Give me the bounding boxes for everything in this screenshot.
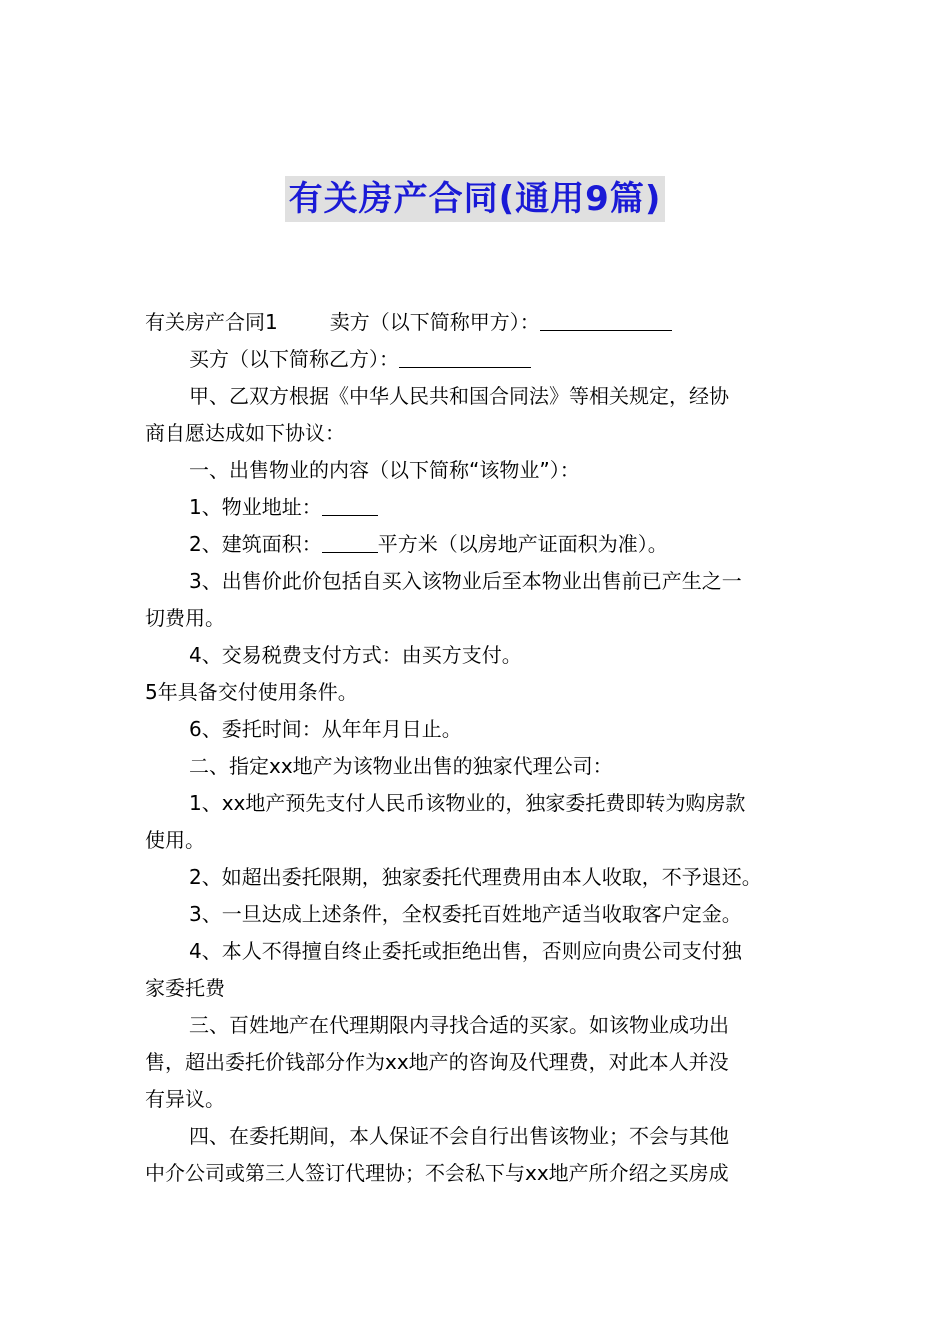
- paragraph-line: 使用。: [145, 828, 205, 852]
- paragraph-line: 中介公司或第三人签订代理协；不会私下与xx地产所介绍之买房成: [145, 1161, 729, 1185]
- area-label: 2、建筑面积：: [189, 532, 322, 556]
- paragraph-line: 4、交易税费支付方式：由买方支付。: [189, 643, 522, 667]
- address-label: 1、物业地址：: [189, 495, 322, 519]
- paragraph-line: 5年具备交付使用条件。: [145, 680, 358, 704]
- section-heading: 二、指定xx地产为该物业出售的独家代理公司：: [189, 754, 613, 778]
- paragraph-buyer: [145, 341, 813, 378]
- paragraph-address: [145, 489, 813, 526]
- document-body: [145, 304, 813, 1192]
- paragraph-line: 4、本人不得擅自终止委托或拒绝出售，否则应向贵公司支付独: [189, 939, 742, 963]
- document-title: 有关房产合同(通用9篇): [285, 176, 666, 222]
- title-container: [0, 176, 950, 222]
- section-heading: 四、在委托期间，本人保证不会自行出售该物业；不会与其他: [189, 1124, 729, 1148]
- section-heading: 一、出售物业的内容（以下简称“该物业”）：: [189, 458, 580, 482]
- paragraph-line: 3、一旦达成上述条件，全权委托百姓地产适当收取客户定金。: [189, 902, 742, 926]
- paragraph-line: 切费用。: [145, 606, 225, 630]
- area-unit-text: 平方米（以房地产证面积为准）。: [377, 532, 668, 556]
- contract-label: 有关房产合同1: [145, 310, 278, 334]
- section-heading: 三、百姓地产在代理期限内寻找合适的买家。如该物业成功出: [189, 1013, 729, 1037]
- paragraph-line: 商自愿达成如下协议：: [145, 421, 345, 445]
- seller-label: 卖方（以下简称甲方）：: [329, 310, 540, 334]
- paragraph-line: 6、委托时间：从年年月日止。: [189, 717, 462, 741]
- paragraph-line: 2、如超出委托限期，独家委托代理费用由本人收取，不予退还。: [189, 865, 762, 889]
- paragraph-line: 家委托费: [145, 976, 225, 1000]
- area-blank-line: [322, 528, 378, 553]
- paragraph-line: 甲、乙双方根据《中华人民共和国合同法》等相关规定，经协: [189, 384, 729, 408]
- seller-blank-line: [540, 306, 672, 331]
- paragraph-line: 售，超出委托价钱部分作为xx地产的咨询及代理费，对此本人并没: [145, 1050, 729, 1074]
- paragraph-seller: [145, 304, 813, 341]
- buyer-label: 买方（以下简称乙方）：: [189, 347, 399, 371]
- paragraph-line: 1、xx地产预先支付人民币该物业的，独家委托费即转为购房款: [189, 791, 746, 815]
- buyer-blank-line: [399, 343, 531, 368]
- paragraph-line: 有异议。: [145, 1087, 225, 1111]
- paragraph-line: 3、出售价此价包括自买入该物业后至本物业出售前已产生之一: [189, 569, 742, 593]
- address-blank-line: [322, 491, 378, 516]
- paragraph-area: [145, 526, 813, 563]
